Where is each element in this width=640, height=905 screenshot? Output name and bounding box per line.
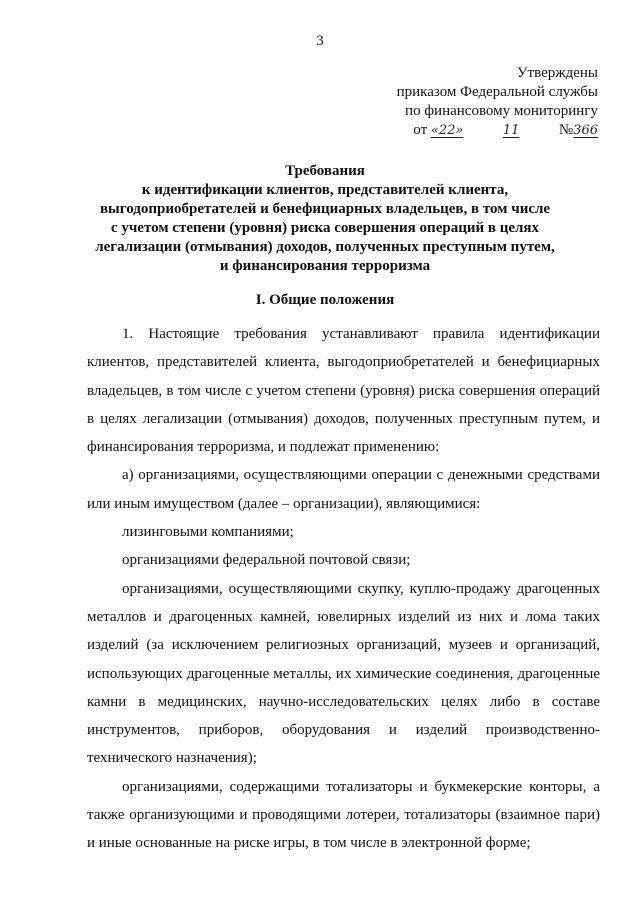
approval-block (397, 64, 598, 140)
title-heading: Требования (285, 163, 365, 179)
date-month: 11 (502, 123, 520, 138)
number-value: 366 (573, 123, 598, 138)
document-body (87, 320, 600, 858)
date-prefix: от (413, 122, 428, 138)
approval-line-2: приказом Федеральной службы (396, 84, 598, 100)
title-line-5: и финансирования терроризма (219, 258, 431, 274)
approval-line-1: Утверждены (516, 65, 598, 81)
paragraph: организациями федеральной почтовой связи; (122, 552, 411, 569)
title-line-2: выгодоприобретателей и бенефициарных владельцев, в том числе (99, 201, 551, 217)
date-day: «22» (430, 123, 464, 138)
paragraph: организациями, осуществляющими скупку, куплю-продажу драгоценных металлов и драгоценных камней, ювелирных изделий из них и лома таких изделий (за исключением религиозных организаций, музеев и организаций, использующих драгоценные металлы, их химические соединения, драгоценные камни в медицинских, научно-исследовательских целях либо в составе инструментов, приборов, оборудования и изделий производственно-технического назначения); (87, 580, 600, 767)
page-number: 3 (316, 33, 324, 49)
section-heading: I. Общие положения (255, 292, 395, 308)
paragraph: организациями, содержащими тотализаторы и букмекерские конторы, а также организующими и проводящими лотереи, тотализаторы (взаимное пари) и иные основанные на риске игры, в том числе в электронной форме; (87, 778, 600, 852)
document-title (60, 162, 590, 276)
title-line-3: с учетом степени (уровня) риска совершения операций в целях (110, 220, 540, 236)
paragraph: 1. Настоящие требования устанавливают правила идентификации клиентов, представителей клиента, выгодоприобретателей и бенефициарных владельцев, в том числе с учетом степени (уровня) риска совершения операций в целях легализации (отмывания) доходов, полученных преступным путем, и финансирования терроризма, и подлежат применению: (87, 326, 600, 456)
paragraph: а) организациями, осуществляющими операции с денежными средствами или иным имуществом (далее – организации), являющимися: (87, 467, 600, 512)
paragraph: лизинговыми компаниями; (122, 524, 294, 541)
approval-date-line (397, 121, 598, 140)
title-line-4: легализации (отмывания) доходов, полученных преступным путем, (95, 239, 555, 255)
title-line-1: к идентификации клиентов, представителей клиента, (141, 182, 509, 198)
number-prefix: № (558, 122, 574, 138)
approval-line-3: по финансовому мониторингу (405, 103, 598, 119)
